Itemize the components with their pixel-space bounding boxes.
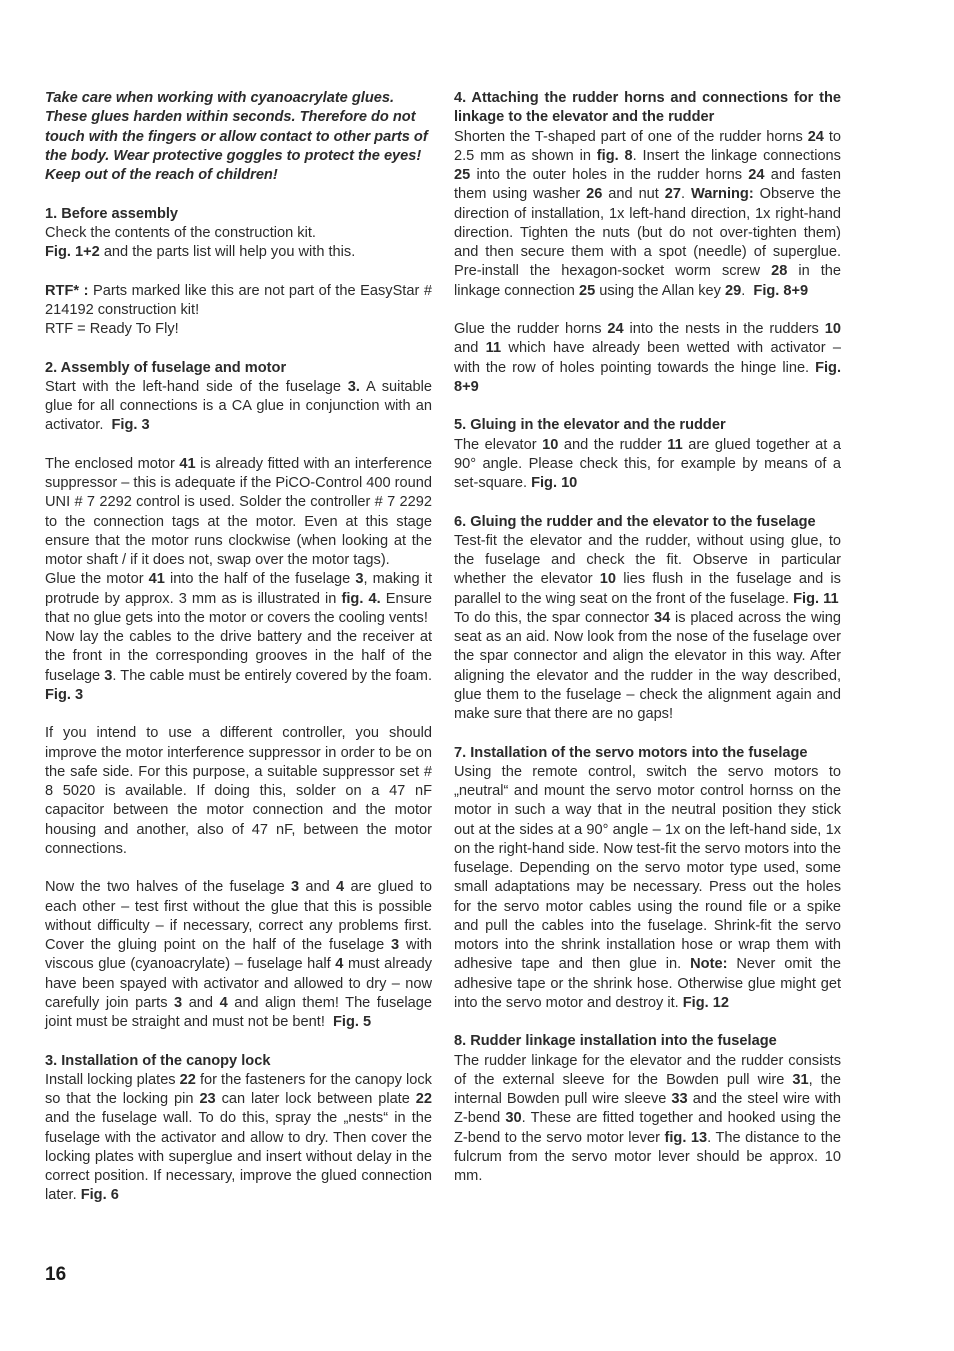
fig-ref: fig. 4. <box>341 590 381 607</box>
fig-ref: 13 <box>690 1129 708 1146</box>
section-6-heading: 6. Gluing the rudder and the elevator to the fuselage <box>454 513 816 530</box>
fig-ref: fig. 8 <box>596 147 633 164</box>
section-5: 5. Gluing in the elevator and the rudder The elevator 10 and the rudder 11 are glued together at a 90° angle. Please check this, for example by means of a set-square. Fig. 10 <box>454 417 841 491</box>
fig-ref: Fig. 5 <box>333 1014 372 1030</box>
section-1-line-2: Fig. 1+2 and the parts list will help you with this. <box>45 244 356 260</box>
rtf-definition: RTF = Ready To Fly! <box>45 321 179 337</box>
fig-ref: fig. <box>664 1129 687 1146</box>
section-2-paragraph-3: If you intend to use a different controller, you should improve the motor interference suppressor in order to be on the safe side. For this purpose, a suitable suppressor set # 8 5020 is available. If doing this, solder on a 47 nF capacitor between the motor connection and the motor housing and another, also of 47 nF, between the motor connections. <box>45 725 432 857</box>
section-8-heading: 8. Rudder linkage installation into the fuselage <box>454 1033 777 1050</box>
rtf-note: RTF* : Parts marked like this are not part of the EasyStar # 214192 construction kit! RTF = Ready To Fly! <box>45 282 432 340</box>
section-2-paragraph-4: Now the two halves of the fuselage 3 and 4 are glued to each other – test first without the glue that this is possible without difficulty – if necessary, correct any problems first. Cover the gluing point on the half of the fuselage 3 with viscous glue (cyanoacrylate) – fuselage half 4 must already have been spayed with activator and allowed to dry – now carefully join parts 3 and 4 and align them! The fuselage joint must be straight and must not be bent! Fig. 5 <box>45 879 433 1030</box>
section-7-heading: 7. Installation of the servo motors into the fuselage <box>454 744 808 761</box>
left-column <box>45 89 432 1206</box>
section-4-paragraph-2: Glue the rudder horns 24 into the nests in the rudders 10 and 11 which have already been wetted with activator – with the row of holes pointing towards the hinge line. Fig. 8+9 <box>454 321 842 395</box>
section-5-heading: 5. Gluing in the elevator and the rudder <box>454 417 726 434</box>
fig-ref: Fig. 8+9 <box>753 282 809 299</box>
section-2-heading: 2. Assembly of fuselage and motor <box>45 359 287 376</box>
section-2-paragraph-2: The enclosed motor 41 is already fitted with an interference suppressor – this is adequate if the PiCO-Control 400 round UNI # 7 2292 control is used. Solder the controller # 7 2292 to the connection tags at the motor. Even at this stage ensure that the motor runs clockwise (when looking at the motor shaft / if it does not, swap over the motor tags). Glue the motor 41 into the half of the fuselage 3, making it protrude by approx. 3 mm as is illustrated in fig. 4. Ensure that no glue gets into the motor or covers the cooling vents! Now lay the cables to the drive battery and the receiver at the front in the corresponding grooves in the half of the fuselage 3. The cable must be entirely covered by the foam. Fig. 3 <box>45 455 432 703</box>
section-1 <box>45 205 432 263</box>
fig-ref: Fig. 6 <box>80 1187 119 1204</box>
section-4-heading: 4. Attaching the rudder horns and connections for the linkage to the elevator and the rudder <box>454 90 841 126</box>
safety-warning: Take care when working with cyanoacrylate glues. These glues harden within seconds. Therefore do not touch with the fingers or allow contact to other parts of the body. Wear protective goggles to protect the eyes! Keep out of the reach of children! <box>45 90 428 183</box>
section-6: 6. Gluing the rudder and the elevator to the fuselage Test-fit the elevator and the rudder, without using glue, to the fuselage and check the fit. Observe in particular whether the elevator 10 lies flush in the fuselage and is parallel to the wing seat on the front of the fuselage. Fig. 11 To do this, the spar connector 34 is placed across the wing seat as an aid. Now look from the nose of the fuselage over the spar connector and align the elevator in this way. After aligning the elevator and the rudder in the way described, glue them to the fuselage – check the alignment again and make sure that there are no gaps! <box>454 513 841 722</box>
section-3-heading: 3. Installation of the canopy lock <box>45 1052 271 1069</box>
note-label: Note: <box>690 956 728 973</box>
fig-ref: Fig. 12 <box>682 994 729 1011</box>
fig-ref: Fig. 8+9 <box>454 359 842 395</box>
warning-label: Warning: <box>691 186 754 203</box>
fig-ref: Fig. 11 <box>793 590 839 607</box>
section-1-line-1: Check the contents of the construction kit. <box>45 224 316 241</box>
fig-ref: Fig. 10 <box>531 475 578 491</box>
section-1-heading: 1. Before assembly <box>45 205 179 222</box>
rtf-label: RTF* : <box>45 282 89 299</box>
section-4-paragraph-1: 4. Attaching the rudder horns and connections for the linkage to the elevator and the rudder Shorten the T-shaped part of one of the rudder horns 24 to 2.5 mm as shown in fig. 8. Insert the linkage connections 25 into the outer holes in the rudder horns 24 and fasten them using washer 26 and nut 27. Warning: Observe the direction of installation, 1x left-hand direction, 1x right-hand direction. Tighten the nuts (but do not over-tighten them) and then secure them with a spot (needle) of superglue. Pre-install the hexagon-socket worm screw 28 in the linkage connection 25 using the Allan key 29. Fig. 8+9 <box>454 90 842 299</box>
section-2-paragraph-1: 2. Assembly of fuselage and motor Start with the left-hand side of the fuselage 3. A suitable glue for all connections is a CA glue in conjunction with an activator. Fig. 3 <box>45 359 432 434</box>
page-number: 16 <box>45 1264 67 1285</box>
fig-ref: Fig. 3 <box>45 686 84 703</box>
section-7: 7. Installation of the servo motors into the fuselage Using the remote control, switch the servo motors to „neutral“ and mount the servo motor control hornss on the motor in such a way that in the neutral position they stick out at the sides at a 90° angle – 1x on the left-hand side, 1x on the right-hand side. Now test-fit the servo motors into the fuselage. Depending on the servo motor type used, some small adaptations may be necessary. Press out the holes for the servo motor cables using the round file or a spike and pull the cables into the fuselage. Shrink-fit the servo motors into the shrink installation hose or wrap them with adhesive tape and then glue in. Note: Never omit the adhesive tape or the shrink hose. Otherwise glue might get into the servo motor and destroy it. Fig. 12 <box>454 744 842 1011</box>
section-8: 8. Rudder linkage installation into the fuselage The rudder linkage for the elevator and the rudder consists of the external sleeve for the Bowden pull wire 31, the internal Bowden pull wire sleeve 33 and the steel wire with Z-bend 30. These are fitted together and hooked using the Z-bend to the servo motor lever fig. 13. The distance to the fulcrum from the servo motor lever should be approx. 10 mm. <box>454 1033 841 1184</box>
fig-ref: Fig. 1+2 <box>45 244 100 260</box>
section-3: 3. Installation of the canopy lock Install locking plates 22 for the fasteners for the canopy lock so that the locking pin 23 can later lock between plate 22 and the fuselage wall. To do this, spray the „nests“ in the fuselage with the activator and allow to dry. Then cover the locking plates with superglue and insert without delay in the correct position. If necessary, improve the glued connection later. Fig. 6 <box>45 1052 432 1204</box>
right-column <box>454 89 841 1186</box>
fig-ref: Fig. 3 <box>111 417 150 434</box>
